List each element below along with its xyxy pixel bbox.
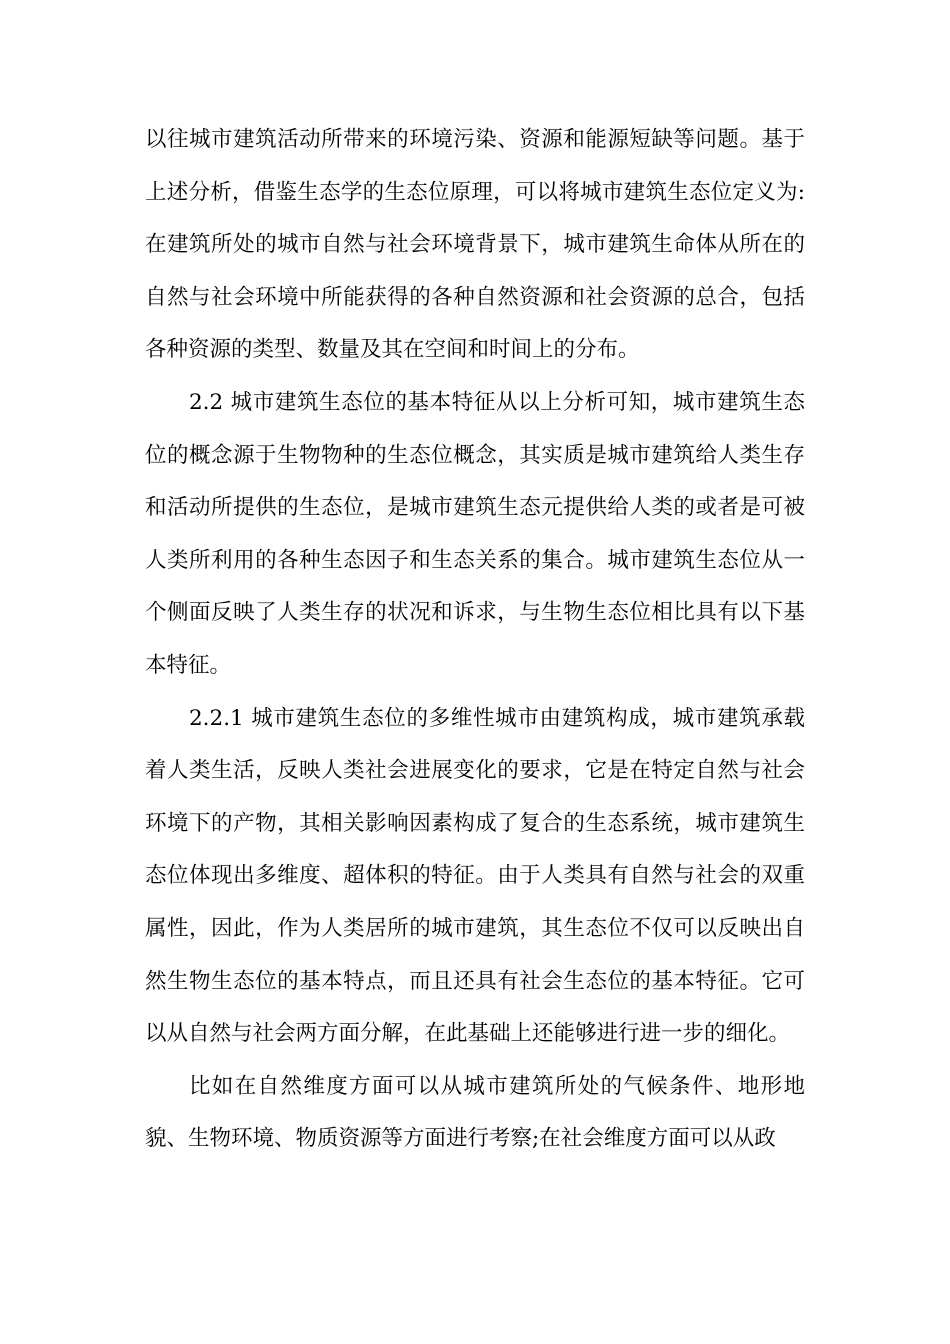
paragraph-section-2-2-1: 2.2.1 城市建筑生态位的多维性城市由建筑构成，城市建筑承载着人类生活，反映人类社会进展变化的要求，它是在特定自然与社会环境下的产物，其相关影响因素构成了复合的生态系统，城市建筑生态位体现出多维度、超体积的特征。由于人类具有自然与社会的双重属性，因此，作为人类居所的城市建筑，其生态位不仅可以反映出自然生物生态位的基本特点，而且还具有社会生态位的基本特征。它可以从自然与社会两方面分解，在此基础上还能够进行进一步的细化。 bbox=[145, 705, 805, 1047]
body-text bbox=[145, 114, 805, 1166]
paragraph-section-2-2: 2.2 城市建筑生态位的基本特征从以上分析可知，城市建筑生态位的概念源于生物物种的生态位概念，其实质是城市建筑给人类生存和活动所提供的生态位，是城市建筑生态元提供给人类的或者是可被人类所利用的各种生态因子和生态关系的集合。城市建筑生态位从一个侧面反映了人类生存的状况和诉求，与生物生态位相比具有以下基本特征。 bbox=[145, 389, 805, 678]
paragraph-dimensions: 比如在自然维度方面可以从城市建筑所处的气候条件、地形地貌、生物环境、物质资源等方面进行考察;在社会维度方面可以从政 bbox=[145, 1073, 805, 1152]
paragraph-definition: 以往城市建筑活动所带来的环境污染、资源和能源短缺等问题。基于上述分析，借鉴生态学的生态位原理，可以将城市建筑生态位定义为:在建筑所处的城市自然与社会环境背景下，城市建筑生命体从所在的自然与社会环境中所能获得的各种自然资源和社会资源的总合，包括各种资源的类型、数量及其在空间和时间上的分布。 bbox=[145, 127, 805, 363]
